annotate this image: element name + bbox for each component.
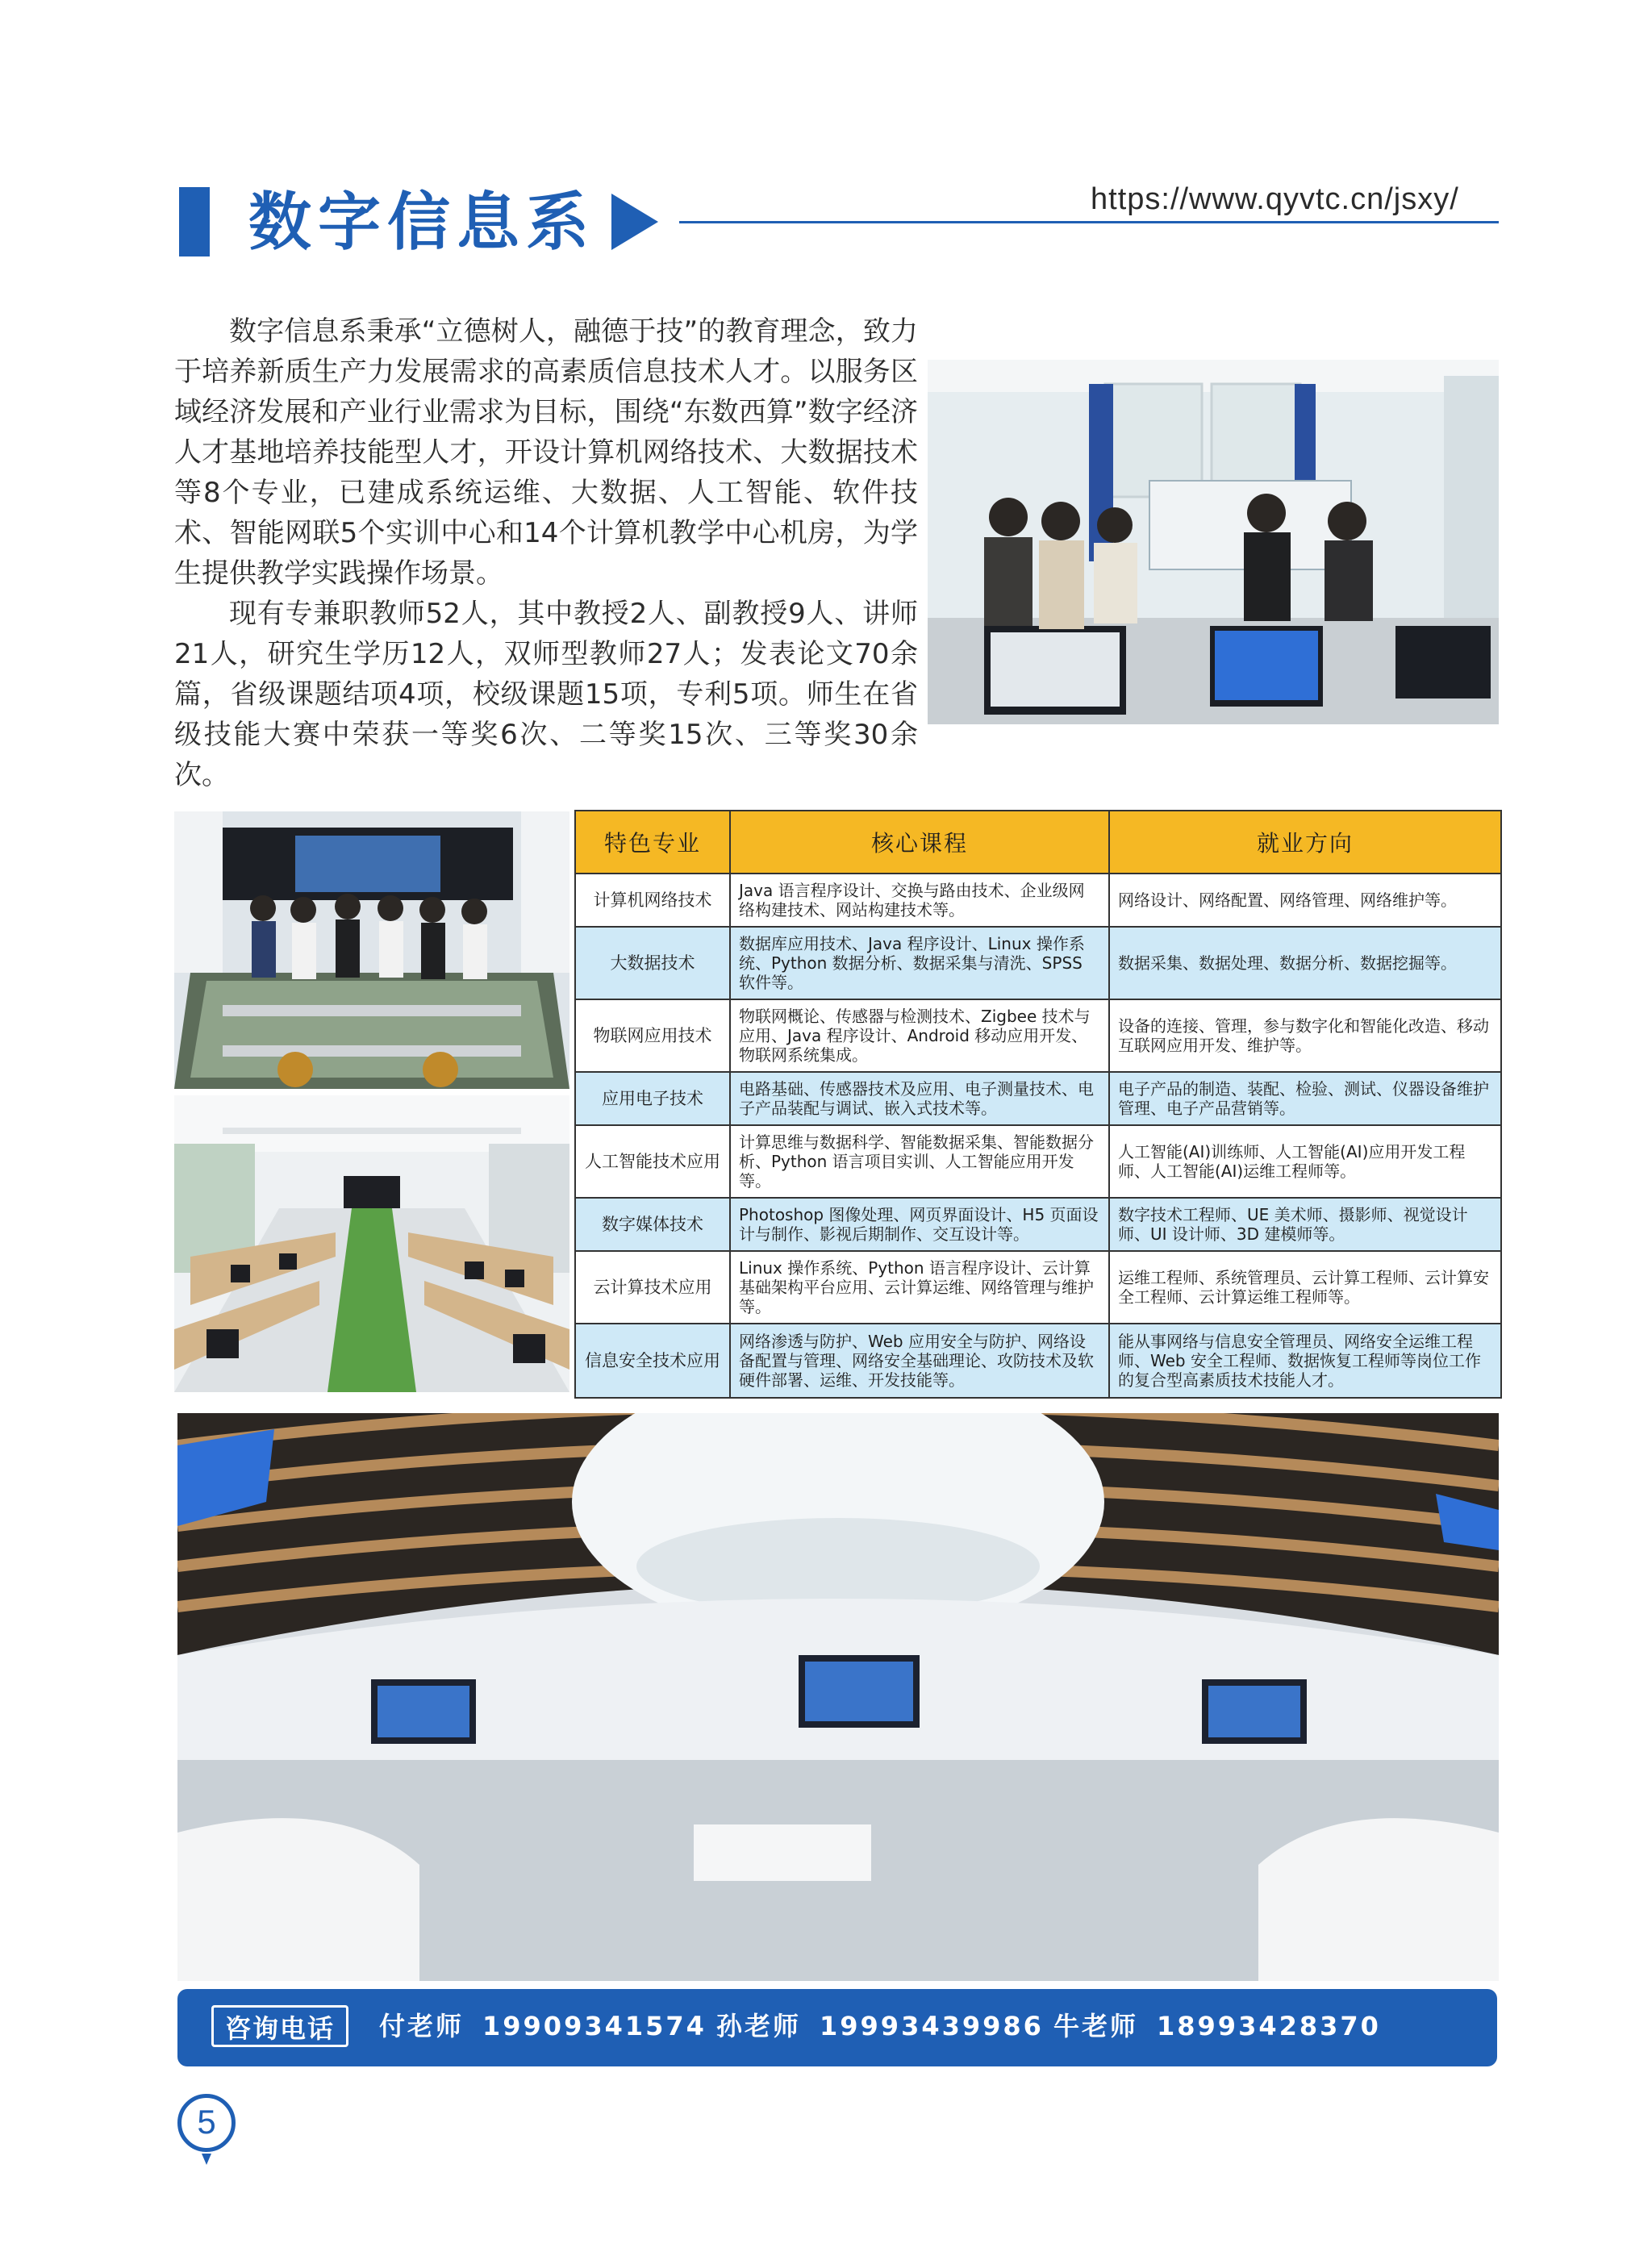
core-courses: Photoshop 图像处理、网页界面设计、H5 页面设计与制作、影视后期制作、交互设计等。 [730, 1198, 1109, 1251]
table-row [575, 1251, 1501, 1324]
career-directions: 人工智能(AI)训练师、人工智能(AI)应用开发工程师、人工智能(AI)运维工程师等。 [1109, 1125, 1501, 1198]
table-row [575, 1125, 1501, 1198]
page-number: 5 [197, 2103, 216, 2141]
major-name: 信息安全技术应用 [575, 1324, 730, 1398]
major-name: 数字媒体技术 [575, 1198, 730, 1251]
training-hall-panorama-photo [177, 1413, 1499, 1981]
core-courses: Linux 操作系统、Python 语言程序设计、云计算基础架构平台应用、云计算运维、网络管理与维护等。 [730, 1251, 1109, 1324]
contact-phone[interactable]: 18993428370 [1157, 2011, 1381, 2041]
computer-classroom-photo [174, 1095, 569, 1392]
table-row [575, 1072, 1501, 1125]
pin-tail-icon [202, 2154, 211, 2165]
career-directions: 设备的连接、管理，参与数字化和智能化改造、移动互联网应用开发、维护等。 [1109, 999, 1501, 1072]
table-row [575, 927, 1501, 999]
major-name: 人工智能技术应用 [575, 1125, 730, 1198]
core-courses: 电路基础、传感器技术及应用、电子测量技术、电子产品装配与调试、嵌入式技术等。 [730, 1072, 1109, 1125]
career-directions: 电子产品的制造、装配、检验、测试、仪器设备维护管理、电子产品营销等。 [1109, 1072, 1501, 1125]
major-name: 云计算技术应用 [575, 1251, 730, 1324]
table-row [575, 999, 1501, 1072]
contact-phone[interactable]: 19993439986 [820, 2011, 1044, 2041]
intro-paragraph: 现有专兼职教师52人，其中教授2人、副教授9人、讲师21人，研究生学历12人，双师型教师27人；发表论文70余篇，省级课题结项4项，校级课题15项，专利5项。师生在省级技能大赛中荣获一等奖6次、二等奖15次、三等奖30余次。 [174, 598, 918, 791]
table-row [575, 1198, 1501, 1251]
career-directions: 数据采集、数据处理、数据分析、数据挖掘等。 [1109, 927, 1501, 999]
table-row [575, 1324, 1501, 1398]
play-arrow-icon [611, 194, 658, 250]
major-name: 大数据技术 [575, 927, 730, 999]
major-name: 计算机网络技术 [575, 874, 730, 927]
title-accent-bar [179, 187, 210, 256]
core-courses: Java 语言程序设计、交换与路由技术、企业级网络构建技术、网站构建技术等。 [730, 874, 1109, 927]
career-directions: 能从事网络与信息安全管理员、网络安全运维工程师、Web 安全工程师、数据恢复工程师等岗位工作的复合型高素质技术技能人才。 [1109, 1324, 1501, 1398]
students-lab-photo [928, 360, 1499, 724]
major-name: 物联网应用技术 [575, 999, 730, 1072]
intro-paragraph: 数字信息系秉承“立德树人，融德于技”的教育理念，致力于培养新质生产力发展需求的高素质信息技术人才。以服务区域经济发展和产业行业需求为目标，围绕“东数西算”数字经济人才基地培养技能型人才，开设计算机网络技术、大数据技术等8个专业，已建成系统运维、大数据、人工智能、软件技术、智能网联5个实训中心和14个计算机教学中心机房，为学生提供教学实践操作场景。 [174, 315, 918, 590]
contact-label: 咨询电话 [211, 2005, 348, 2047]
table-header-row [575, 811, 1501, 874]
header-divider [679, 221, 1499, 223]
majors-table [574, 810, 1502, 1399]
page-title: 数字信息系 [248, 186, 596, 259]
core-courses: 网络渗透与防护、Web 应用安全与防护、网络设备配置与管理、网络安全基础理论、攻防技术及软硬件部署、运维、开发技能等。 [730, 1324, 1109, 1398]
contact-name: 牛老师 [1053, 2011, 1139, 2041]
website-link[interactable]: https://www.qyvtc.cn/jsxy/ [1091, 182, 1459, 216]
smart-city-lab-photo [174, 811, 569, 1089]
major-name: 应用电子技术 [575, 1072, 730, 1125]
intro-text [174, 311, 918, 795]
header-careers: 就业方向 [1109, 811, 1501, 874]
contact-name: 孙老师 [716, 2011, 802, 2041]
header-major: 特色专业 [575, 811, 730, 874]
table-row [575, 874, 1501, 927]
contact-phone[interactable]: 19909341574 [482, 2011, 707, 2041]
career-directions: 网络设计、网络配置、网络管理、网络维护等。 [1109, 874, 1501, 927]
contact-name: 付老师 [379, 2011, 465, 2041]
career-directions: 运维工程师、系统管理员、云计算工程师、云计算安全工程师、云计算运维工程师等。 [1109, 1251, 1501, 1324]
core-courses: 计算思维与数据科学、智能数据采集、智能数据分析、Python 语言项目实训、人工智能应用开发等。 [730, 1125, 1109, 1198]
core-courses: 物联网概论、传感器与检测技术、Zigbee 技术与应用、Java 程序设计、Android 移动应用开发、物联网系统集成。 [730, 999, 1109, 1072]
header-courses: 核心课程 [730, 811, 1109, 874]
core-courses: 数据库应用技术、Java 程序设计、Linux 操作系统、Python 数据分析、数据采集与清洗、SPSS 软件等。 [730, 927, 1109, 999]
career-directions: 数字技术工程师、UE 美术师、摄影师、视觉设计师、UI 设计师、3D 建模师等。 [1109, 1198, 1501, 1251]
